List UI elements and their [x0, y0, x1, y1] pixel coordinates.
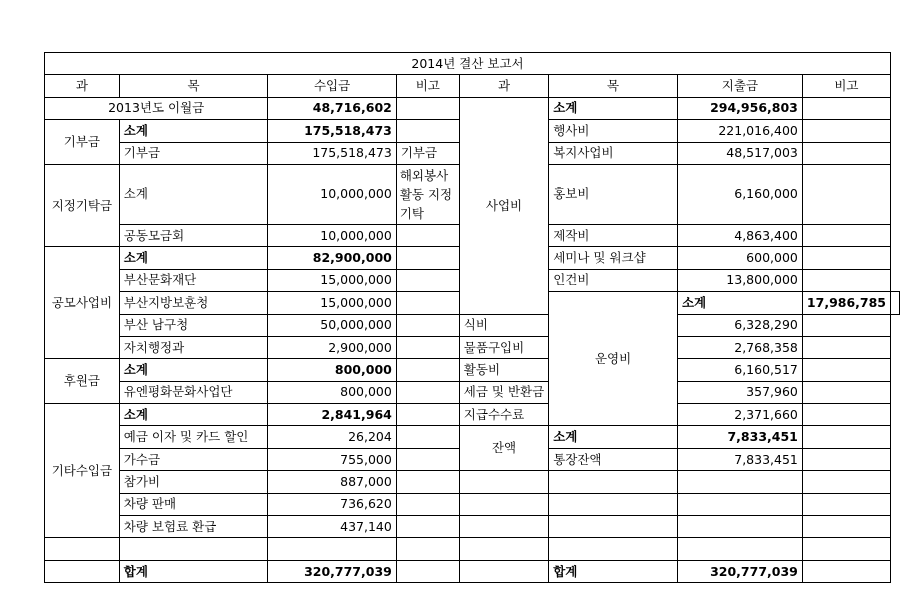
expense-category-project: 사업비 [459, 97, 548, 314]
table-row [45, 471, 900, 493]
income-item-label: 차량 판매 [119, 493, 268, 515]
table-row [45, 493, 900, 515]
income-header-category: 과 [45, 75, 120, 97]
table-row [45, 426, 900, 448]
empty-note [802, 120, 890, 142]
table-row [45, 404, 900, 426]
income-total-label: 합계 [119, 560, 268, 582]
income-item-label: 공동모금회 [119, 224, 268, 246]
income-header-item: 목 [119, 75, 268, 97]
balance-subtotal-amount: 7,833,451 [677, 426, 802, 448]
income-item-amount: 175,518,473 [268, 142, 396, 164]
sponsorship-subtotal-amount: 800,000 [268, 359, 396, 381]
empty-note [802, 97, 890, 119]
income-item-amount: 2,900,000 [268, 336, 396, 358]
empty-cell [677, 471, 802, 493]
empty-note [891, 292, 900, 314]
expense-item-amount: 2,768,358 [677, 336, 802, 358]
operation-subtotal-label: 소계 [677, 292, 802, 314]
expense-item-label: 세미나 및 워크샵 [549, 247, 678, 269]
income-header-note: 비고 [396, 75, 459, 97]
income-item-amount: 50,000,000 [268, 314, 396, 336]
empty-cell [549, 516, 678, 538]
expense-item-amount: 13,800,000 [677, 269, 802, 291]
income-category-designated: 지정기탁금 [45, 164, 120, 246]
empty-note [802, 224, 890, 246]
empty-cell [802, 471, 890, 493]
empty-note [396, 336, 459, 358]
header-row [45, 75, 900, 97]
income-item-label: 예금 이자 및 카드 할인 [119, 426, 268, 448]
empty-cell [802, 560, 890, 582]
report-sheet [44, 52, 900, 583]
income-category-donation: 기부금 [45, 120, 120, 165]
empty-note [396, 224, 459, 246]
expense-item-label: 제작비 [549, 224, 678, 246]
empty-note [396, 314, 459, 336]
expense-item-label: 활동비 [459, 359, 548, 381]
public-subtotal-label: 소계 [119, 247, 268, 269]
empty-cell [549, 493, 678, 515]
expense-category-operation: 운영비 [549, 292, 678, 426]
empty-note [396, 493, 459, 515]
expense-item-label: 지급수수료 [459, 404, 548, 426]
income-item-amount: 10,000,000 [268, 224, 396, 246]
empty-note [396, 404, 459, 426]
public-subtotal-amount: 82,900,000 [268, 247, 396, 269]
sponsorship-subtotal-label: 소계 [119, 359, 268, 381]
empty-cell [677, 538, 802, 560]
empty-note [802, 359, 890, 381]
empty-cell [802, 493, 890, 515]
table-row [45, 314, 900, 336]
empty-cell [268, 538, 396, 560]
income-category-public-project: 공모사업비 [45, 247, 120, 359]
income-item-amount: 15,000,000 [268, 292, 396, 314]
income-item-note: 기부금 [396, 142, 459, 164]
empty-cell [802, 516, 890, 538]
empty-note [396, 120, 459, 142]
income-item-amount: 736,620 [268, 493, 396, 515]
expense-item-amount: 221,016,400 [677, 120, 802, 142]
income-item-label: 자치행정과 [119, 336, 268, 358]
empty-cell [45, 560, 120, 582]
empty-cell [119, 538, 268, 560]
expense-category-balance: 잔액 [459, 426, 548, 471]
empty-cell [396, 560, 459, 582]
expense-header-category: 과 [459, 75, 548, 97]
empty-row [45, 538, 900, 560]
carryover-label: 2013년도 이월금 [45, 97, 268, 119]
designated-subtotal-label: 소계 [119, 164, 268, 224]
expense-item-label: 물품구입비 [459, 336, 548, 358]
expense-item-amount: 7,833,451 [677, 448, 802, 470]
empty-cell [459, 538, 548, 560]
expense-item-label: 홍보비 [549, 164, 678, 224]
expense-item-label: 행사비 [549, 120, 678, 142]
operation-subtotal-amount: 17,986,785 [802, 292, 890, 314]
empty-note [802, 336, 890, 358]
empty-note [802, 448, 890, 470]
expense-item-amount: 357,960 [677, 381, 802, 403]
income-category-other: 기타수입금 [45, 404, 120, 538]
expense-item-amount: 2,371,660 [677, 404, 802, 426]
donation-subtotal-amount: 175,518,473 [268, 120, 396, 142]
total-row [45, 560, 900, 582]
expense-header-amount: 지출금 [677, 75, 802, 97]
income-item-amount: 437,140 [268, 516, 396, 538]
empty-cell [549, 471, 678, 493]
empty-note [802, 314, 890, 336]
settlement-table [44, 52, 900, 583]
empty-cell [396, 538, 459, 560]
expense-item-amount: 6,160,517 [677, 359, 802, 381]
income-item-label: 부산지방보훈청 [119, 292, 268, 314]
carryover-amount: 48,716,602 [268, 97, 396, 119]
designated-subtotal-amount: 10,000,000 [268, 164, 396, 224]
report-title: 2014년 결산 보고서 [45, 53, 891, 75]
empty-note [396, 426, 459, 448]
empty-cell [459, 560, 548, 582]
expense-item-label: 통장잔액 [549, 448, 678, 470]
income-header-amount: 수입금 [268, 75, 396, 97]
expense-header-item: 목 [549, 75, 678, 97]
empty-note [396, 448, 459, 470]
empty-cell [802, 538, 890, 560]
empty-cell [677, 516, 802, 538]
balance-subtotal-label: 소계 [549, 426, 678, 448]
empty-note [396, 292, 459, 314]
expense-item-label: 세금 및 반환금 [459, 381, 548, 403]
income-item-label: 부산문화재단 [119, 269, 268, 291]
table-row [45, 97, 900, 119]
empty-note [396, 381, 459, 403]
empty-note [396, 269, 459, 291]
table-row [45, 336, 900, 358]
expense-item-amount: 48,517,003 [677, 142, 802, 164]
expense-item-label: 복지사업비 [549, 142, 678, 164]
project-subtotal-label: 소계 [549, 97, 678, 119]
empty-note [396, 471, 459, 493]
income-item-label: 참가비 [119, 471, 268, 493]
income-item-label: 부산 남구청 [119, 314, 268, 336]
other-subtotal-amount: 2,841,964 [268, 404, 396, 426]
expense-header-note: 비고 [802, 75, 890, 97]
empty-cell [677, 493, 802, 515]
empty-cell [459, 493, 548, 515]
income-category-sponsorship: 후원금 [45, 359, 120, 404]
designated-note: 해외봉사활동 지정기탁 [396, 164, 459, 224]
title-row [45, 53, 900, 75]
donation-subtotal-label: 소계 [119, 120, 268, 142]
empty-note [802, 269, 890, 291]
project-subtotal-amount: 294,956,803 [677, 97, 802, 119]
expense-item-amount: 6,160,000 [677, 164, 802, 224]
income-item-amount: 26,204 [268, 426, 396, 448]
table-row [45, 516, 900, 538]
empty-note [802, 142, 890, 164]
expense-item-label: 인건비 [549, 269, 678, 291]
income-item-amount: 15,000,000 [268, 269, 396, 291]
income-item-label: 가수금 [119, 448, 268, 470]
income-item-label: 기부금 [119, 142, 268, 164]
empty-note [802, 426, 890, 448]
empty-cell [45, 538, 120, 560]
empty-note [396, 359, 459, 381]
empty-note [802, 164, 890, 224]
income-item-amount: 887,000 [268, 471, 396, 493]
expense-item-amount: 6,328,290 [677, 314, 802, 336]
empty-note [396, 516, 459, 538]
empty-note [802, 404, 890, 426]
income-item-amount: 755,000 [268, 448, 396, 470]
empty-note [396, 97, 459, 119]
expense-item-amount: 600,000 [677, 247, 802, 269]
other-subtotal-label: 소계 [119, 404, 268, 426]
income-item-label: 유엔평화문화사업단 [119, 381, 268, 403]
empty-cell [459, 516, 548, 538]
expense-total-amount: 320,777,039 [677, 560, 802, 582]
expense-item-amount: 4,863,400 [677, 224, 802, 246]
table-row [45, 381, 900, 403]
income-item-label: 차량 보험료 환급 [119, 516, 268, 538]
empty-note [802, 247, 890, 269]
empty-cell [459, 471, 548, 493]
empty-note [802, 381, 890, 403]
expense-item-label: 식비 [459, 314, 548, 336]
income-item-amount: 800,000 [268, 381, 396, 403]
empty-cell [549, 538, 678, 560]
empty-note [396, 247, 459, 269]
table-row [45, 359, 900, 381]
income-total-amount: 320,777,039 [268, 560, 396, 582]
expense-total-label: 합계 [549, 560, 678, 582]
